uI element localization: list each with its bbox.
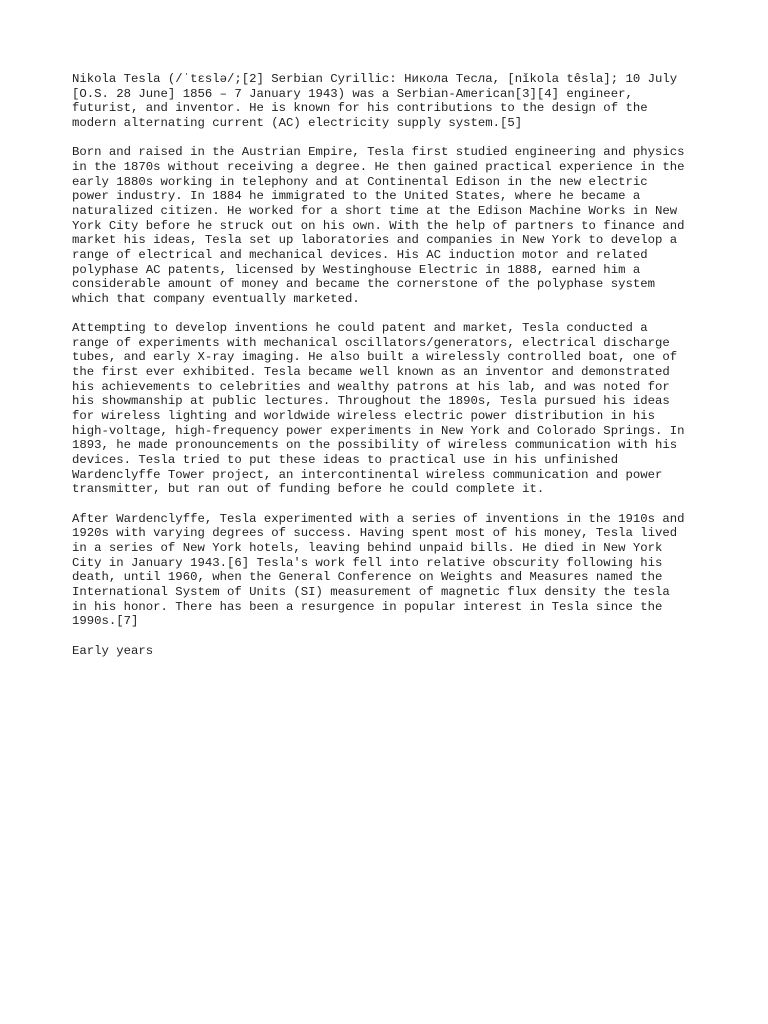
text-line: his achievements to celebrities and wealthy patrons at his lab, and was noted for <box>72 379 670 394</box>
text-line: in his honor. There has been a resurgence in popular interest in Tesla since the <box>72 599 663 614</box>
text-line: his showmanship at public lectures. Throughout the 1890s, Tesla pursued his ideas <box>72 394 670 409</box>
text-line: 1990s.[7] <box>72 614 139 629</box>
paragraph-early-career <box>72 145 712 306</box>
text-line: the first ever exhibited. Tesla became well known as an inventor and demonstrated <box>72 365 670 380</box>
text-line: modern alternating current (AC) electricity supply system.[5] <box>72 115 523 130</box>
text-line: Born and raised in the Austrian Empire, Tesla first studied engineering and physics <box>72 145 685 160</box>
text-line: [O.S. 28 June] 1856 – 7 January 1943) was a Serbian-American[3][4] engineer, <box>72 86 633 101</box>
text-line: for wireless lighting and worldwide wireless electric power distribution in his <box>72 409 655 424</box>
text-line: 1893, he made pronouncements on the possibility of wireless communication with his <box>72 438 678 453</box>
text-line: futurist, and inventor. He is known for his contributions to the design of the <box>72 101 648 116</box>
text-line: early 1880s working in telephony and at Continental Edison in the new electric <box>72 174 648 189</box>
text-line: Attempting to develop inventions he could patent and market, Tesla conducted a <box>72 321 648 336</box>
text-line: high-voltage, high-frequency power experiments in New York and Colorado Springs. In <box>72 423 685 438</box>
section-heading-early-years <box>72 644 712 659</box>
text-line: tubes, and early X-ray imaging. He also built a wirelessly controlled boat, one of <box>72 350 678 365</box>
text-line: Early years <box>72 643 154 658</box>
text-line: polyphase AC patents, licensed by Westinghouse Electric in 1888, earned him a <box>72 262 641 277</box>
text-line: transmitter, but ran out of funding before he could complete it. <box>72 482 545 497</box>
paragraph-intro <box>72 72 712 131</box>
text-line: which that company eventually marketed. <box>72 291 360 306</box>
text-line: power industry. In 1884 he immigrated to the United States, where he became a <box>72 189 641 204</box>
text-line: considerable amount of money and became the cornerstone of the polyphase system <box>72 277 655 292</box>
text-line: naturalized citizen. He worked for a short time at the Edison Machine Works in New <box>72 203 678 218</box>
text-line: range of electrical and mechanical devices. His AC induction motor and related <box>72 247 648 262</box>
text-line: After Wardenclyffe, Tesla experimented with a series of inventions in the 1910s and <box>72 511 685 526</box>
text-line: City in January 1943.[6] Tesla's work fell into relative obscurity following his <box>72 555 663 570</box>
text-line: range of experiments with mechanical oscillators/generators, electrical discharge <box>72 335 670 350</box>
paragraph-later-life <box>72 512 712 629</box>
text-line: International System of Units (SI) measurement of magnetic flux density the tesla <box>72 584 670 599</box>
text-line: death, until 1960, when the General Conference on Weights and Measures named the <box>72 570 663 585</box>
text-line: in the 1870s without receiving a degree. He then gained practical experience in the <box>72 159 685 174</box>
text-line: Nikola Tesla (/ˈtɛslə/;[2] Serbian Cyrillic: Никола Тесла, [nǐkola têsla]; 10 July <box>72 72 678 86</box>
text-line: Wardenclyffe Tower project, an intercontinental wireless communication and power <box>72 467 663 482</box>
text-line: York City before he struck out on his own. With the help of partners to finance and <box>72 218 685 233</box>
text-line: devices. Tesla tried to put these ideas to practical use in his unfinished <box>72 453 619 468</box>
text-line: 1920s with varying degrees of success. Having spent most of his money, Tesla lived <box>72 526 678 541</box>
paragraph-inventions <box>72 321 712 497</box>
text-line: in a series of New York hotels, leaving behind unpaid bills. He died in New York <box>72 540 663 555</box>
document-body <box>72 72 712 658</box>
text-line: market his ideas, Tesla set up laboratories and companies in New York to develop a <box>72 233 678 248</box>
